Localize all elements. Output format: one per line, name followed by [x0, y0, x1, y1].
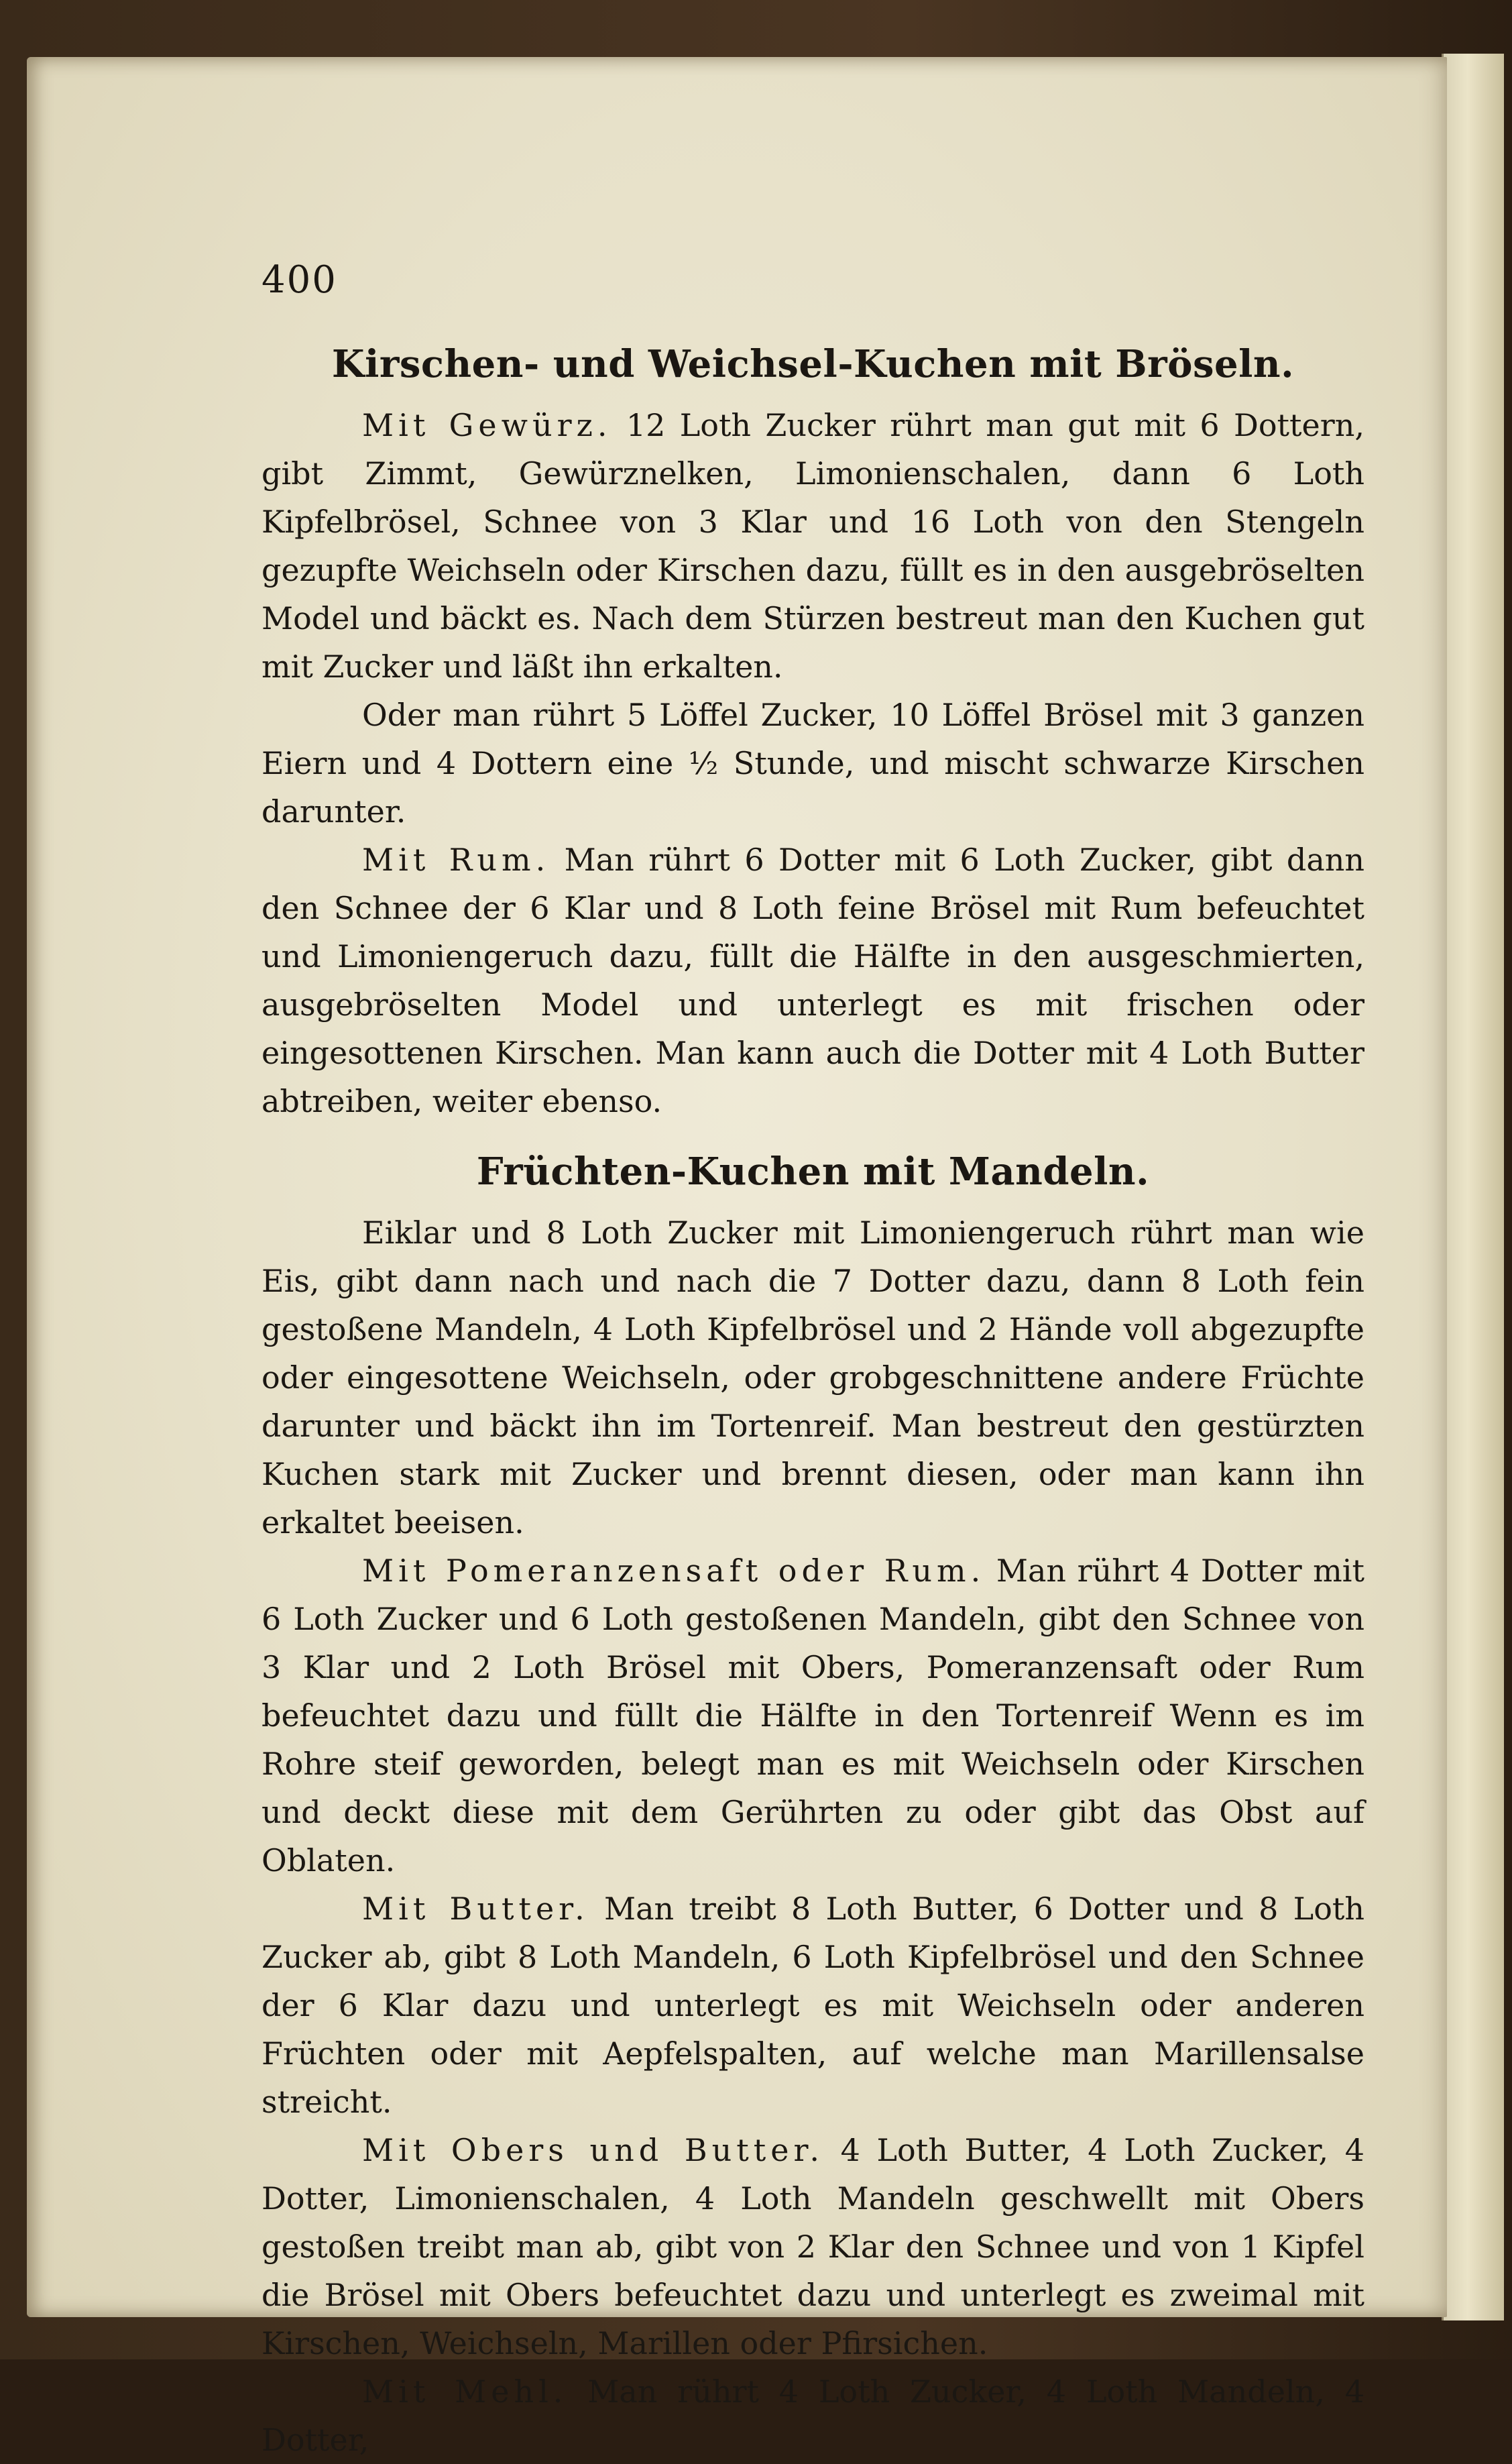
- paragraph-text: Man rührt 6 Dotter mit 6 Loth Zucker, gibt dann den Schnee der 6 Klar und 8 Loth feine Brösel mit Rum befeuchtet und Limoniengeruch dazu, füllt die Hälfte in den ausgeschmierten, ausgebröselten Model und unterlegt es mit frischen oder eingesottenen Kirschen. Man kann auch die Dotter mit 4 Loth Butter abtreiben, weiter ebenso.: [261, 842, 1365, 1119]
- paragraph-mit-obers-und-butter: [261, 2126, 1364, 2367]
- paragraph-text: 4 Loth Butter, 4 Loth Zucker, 4 Dotter, Limonienschalen, 4 Loth Mandeln geschwellt mit Obers gestoßen treibt man ab, gibt von 2 Klar den Schnee und von 1 Kipfel die Brösel mit Obers befeuchtet dazu und unterlegt es zweimal mit Kirschen, Weichseln, Marillen oder Pfirsichen.: [261, 2132, 1364, 2361]
- paragraph-text: Man rührt 4 Dotter mit 6 Loth Zucker und 6 Loth gestoßenen Mandeln, gibt den Schnee von 3 Klar und 2 Loth Brösel mit Obers, Pomeranzensaft oder Rum befeuchtet dazu und füllt die Hälfte in den Tortenreif Wenn es im Rohre steif geworden, belegt man es mit Weichseln oder Kirschen und deckt diese mit dem Gerührten zu oder gibt das Obst auf Oblaten.: [261, 1553, 1364, 1879]
- paragraph-mit-rum: [261, 836, 1364, 1125]
- paragraph-mit-mehl: [261, 2367, 1364, 2464]
- paragraph-mit-gewuerz: [261, 401, 1364, 691]
- paragraph-mit-pomeranzensaft: [261, 1547, 1364, 1885]
- section-title-kirschen: Kirschen- und Weichsel-Kuchen mit Bröseln.: [331, 342, 1295, 386]
- section-title-fruechten: Früchten-Kuchen mit Mandeln.: [476, 1150, 1150, 1194]
- paragraph-lead: Mit Obers und Butter.: [362, 2132, 824, 2168]
- book-page: [27, 57, 1447, 2458]
- paragraph-mit-butter: [261, 1885, 1364, 2126]
- paragraph-text: Man rührt 4 Loth Zucker, 4 Loth Mandeln, 4 Dotter,: [261, 2373, 1364, 2458]
- page-content: [261, 258, 1364, 2464]
- paragraph-text: 12 Loth Zucker rührt man gut mit 6 Dottern, gibt Zimmt, Gewürznelken, Limonienschalen, dann 6 Loth Kipfelbrösel, Schnee von 3 Klar und 16 Loth von den Stengeln gezupfte Weichseln oder Kirschen dazu, füllt es in den ausgebröselten Model und bäckt es. Nach dem Stürzen bestreut man den Kuchen gut mit Zucker und läßt ihn erkalten.: [261, 407, 1364, 685]
- paragraph-oder-man: [261, 691, 1364, 836]
- paragraph-lead: Mit Pomeranzensaft oder Rum.: [362, 1553, 986, 1589]
- paragraph-lead: Mit Rum.: [362, 842, 550, 878]
- paragraph-lead: Mit Gewürz.: [362, 407, 612, 443]
- paragraph-eiklar: [261, 1209, 1364, 1547]
- page-number: 400: [261, 258, 337, 302]
- next-page-edge: [1442, 54, 1504, 2320]
- paragraph-lead: Mit Butter.: [362, 1891, 589, 1927]
- paragraph-lead: Mit Mehl.: [362, 2373, 568, 2410]
- paragraph-text: Man treibt 8 Loth Butter, 6 Dotter und 8 Loth Zucker ab, gibt 8 Loth Mandeln, 6 Loth Kipfelbrösel und den Schnee der 6 Klar dazu und unterlegt es mit Weichseln oder anderen Früchten oder mit Aepfelspalten, auf welche man Marillensalse streicht.: [261, 1891, 1364, 2120]
- paragraph-text: Eiklar und 8 Loth Zucker mit Limoniengeruch rührt man wie Eis, gibt dann nach und nach die 7 Dotter dazu, dann 8 Loth fein gestoßene Mandeln, 4 Loth Kipfelbrösel und 2 Hände voll abgezupfte oder eingesottene Weichseln, oder grobgeschnittene andere Früchte darunter und bäckt ihn im Tortenreif. Man bestreut den gestürzten Kuchen stark mit Zucker und brennt diesen, oder man kann ihn erkaltet beeisen.: [261, 1215, 1364, 1541]
- paragraph-text: Oder man rührt 5 Löffel Zucker, 10 Löffel Brösel mit 3 ganzen Eiern und 4 Dottern eine ½ Stunde, und mischt schwarze Kirschen darunter.: [261, 697, 1364, 830]
